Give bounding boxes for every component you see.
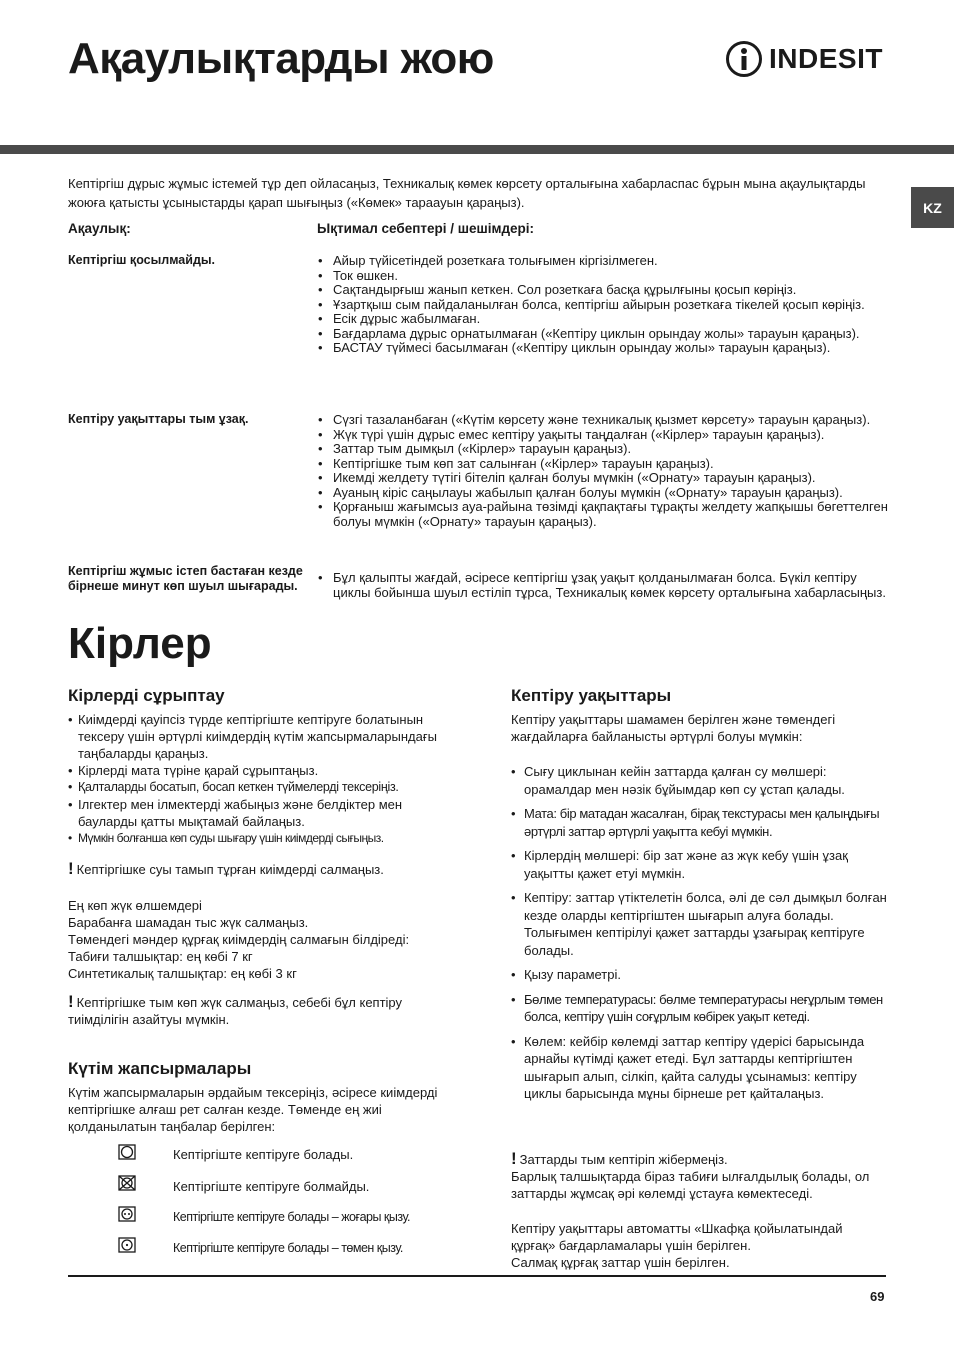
load-line: Барабанға шамадан тыс жүк салмаңыз. bbox=[68, 915, 309, 930]
warning-icon: ! bbox=[68, 992, 74, 1011]
drying-note-line: Салмақ құрғақ заттар үшін берілген. bbox=[511, 1255, 730, 1270]
load-info bbox=[68, 897, 448, 982]
care-symbol-label: Кептіргіште кептіруге болады. bbox=[173, 1147, 354, 1162]
cause-item: • Айыр түйісетіндей розеткаға толығымен кіргізілмеген. bbox=[317, 254, 892, 269]
sorting-item: • Ілгектер мен ілмектерді жабыңыз және белдіктер мен бауларды қатты мықтамай байлаңыз. bbox=[68, 796, 448, 830]
cause-item: • БАСТАУ түймесі басылмаған («Кептіру циклын орындау жолы» тарауын қараңыз). bbox=[317, 341, 892, 356]
tumble-dry-low-heat-icon bbox=[118, 1237, 136, 1253]
drying-warning bbox=[511, 1150, 896, 1202]
tumble-dry-allowed-icon bbox=[118, 1144, 136, 1160]
sorting-item: • Киімдерді қауіпсіз түрде кептіргіште кептіруге болатынын тексеру үшін әртүрлі киімдердің күтім жапсырмаларындағы таңбаларды қараңыз. bbox=[68, 711, 448, 762]
load-line: Синтетикалық талшықтар: ең көбі 3 кг bbox=[68, 966, 297, 981]
drying-factor: • Мата: бір матадан жасалған, бірақ текстурасы мен қалыңдығы әртүрлі заттар әртүрлі уақытта кебуі мүмкін. bbox=[511, 805, 896, 840]
section-title: Кірлер bbox=[68, 619, 212, 668]
problem-label: Кептіргіш қосылмайды. bbox=[68, 253, 216, 267]
care-symbol-label: Кептіргіште кептіруге болады – жоғары қызу. bbox=[173, 1210, 410, 1224]
indesit-logo-icon bbox=[725, 40, 763, 78]
care-symbol-label: Кептіргіште кептіруге болады – төмен қызу. bbox=[173, 1241, 403, 1255]
drying-factor-list bbox=[511, 763, 896, 1110]
drying-factor: • Кірлердің мөлшері: бір зат және аз жүк кебу үшін ұзақ уақытты қажет етуі мүмкін. bbox=[511, 847, 896, 882]
warning-label: Кептіргішке суы тамып тұрған киімдерді салмаңыз. bbox=[76, 862, 384, 877]
warning-label: Кептіргішке тым көп жүк салмаңыз, себебі бұл кептіру тиімділігін азайтуы мүмкін. bbox=[68, 995, 403, 1027]
load-line: Табиғи талшықтар: ең көбі 7 кг bbox=[68, 949, 253, 964]
cause-item: • Жүк түрі үшін дұрыс емес кептіру уақыты таңдалған («Кірлер» тарауын қараңыз). bbox=[317, 428, 892, 443]
warning-text bbox=[68, 860, 448, 878]
cause-item: • Бұл қалыпты жағдай, әсіресе кептіргіш ұзақ уақыт қолданылмаған болса. Бүкіл кептіру циклы бойынша шуыл естіліп тұрса, Техникалық көмек көрсету орталығына хабарласыңыз. bbox=[317, 571, 892, 600]
language-tab: KZ bbox=[911, 187, 954, 228]
cause-list bbox=[317, 413, 892, 529]
brand-name: INDESIT bbox=[769, 43, 883, 74]
drying-intro: Кептіру уақыттары шамамен берілген және төмендегі жағдайларға байланысты әртүрлі болуы мүмкін: bbox=[511, 712, 836, 744]
cause-list bbox=[317, 254, 892, 356]
warning-icon: ! bbox=[68, 859, 74, 878]
subsection-heading: Кірлерді сұрыптау bbox=[68, 686, 225, 705]
load-line: Төмендегі мәндер құрғақ киімдердің салмағын білдіреді: bbox=[68, 932, 410, 947]
care-symbol-row bbox=[118, 1144, 354, 1162]
drying-factor: • Сығу циклынан кейін заттарда қалған су мөлшері: орамалдар мен нәзік бұйымдар көп су ұстап қалады. bbox=[511, 763, 896, 798]
warning-text bbox=[68, 993, 448, 1028]
care-symbol-label: Кептіргіште кептіруге болмайды. bbox=[173, 1179, 370, 1194]
cause-list bbox=[317, 571, 892, 600]
brand-logo bbox=[725, 40, 883, 78]
column-header-problem: Ақаулық: bbox=[68, 221, 131, 236]
drying-note-line: құрғақ» бағдарламалары үшін берілген. bbox=[511, 1238, 751, 1253]
cause-item: • Сүзгі тазаланбаған («Күтім көрсету және техникалық қызмет көрсету» тарауын қараңыз). bbox=[317, 413, 892, 428]
care-symbol-row bbox=[118, 1206, 410, 1224]
sorting-item: • Мүмкін болғанша көп суды шығару үшін киімдерді сығыңыз. bbox=[68, 830, 448, 847]
cause-item: • Қорғаныш жағымсыз ауа-райына төзімді қақпақтағы тұрақты желдету жапқышы бөгеттелген болуы мүмкін («Орнату» тарауын қараңыз). bbox=[317, 500, 892, 529]
drying-factor: • Қызу параметрі. bbox=[511, 966, 896, 984]
care-symbol-row bbox=[118, 1237, 403, 1255]
sorting-list bbox=[68, 711, 448, 847]
cause-item: • Ұзартқыш сым пайдаланылған болса, кептіргіш айырын розеткаға тікелей қосып көріңіз. bbox=[317, 298, 892, 313]
sorting-item: • Қалталарды босатып, босап кеткен түймелерді тексеріңіз. bbox=[68, 779, 448, 796]
column-header-causes: Ықтимал себептері / шешімдері: bbox=[317, 221, 535, 236]
warning-label: Заттарды тым кептіріп жібермеңіз. bbox=[519, 1152, 728, 1167]
drying-factor: • Көлем: кейбір көлемді заттар кептіру үдерісі барысында арнайы күтімді қажет етеді. Бұл заттарды кептіргіштен шығарып алып, сілкіп, қайта салуды ұсынамыз: кептіру циклы барысында мұны бірнеше рет қайталаңыз. bbox=[511, 1033, 896, 1103]
problem-label: Кептіру уақыттары тым ұзақ. bbox=[68, 412, 249, 426]
warning-icon: ! bbox=[511, 1149, 517, 1168]
intro-text: Кептіргіш дұрыс жұмыс істемей тұр деп ойласаңыз, Техникалық көмек көрсету орталығына хабарласпас бұрын мына ақаулықтарды жоюға қатысты ұсыныстарды қарап шығыңыз («Көмек» тараауын қараңыз). bbox=[68, 176, 866, 210]
drying-note: Барлық талшықтарда біраз табиғи ылғалдылық болады, ол заттарды жұмсақ әрі көлемді ұстауға көмектеседі. bbox=[511, 1169, 870, 1201]
header-divider bbox=[0, 145, 954, 154]
subsection-heading: Кептіру уақыттары bbox=[511, 686, 672, 705]
drying-note-block bbox=[511, 1220, 896, 1271]
footer-divider bbox=[68, 1275, 886, 1277]
cause-item: • Есік дұрыс жабылмаған. bbox=[317, 312, 892, 327]
load-line: Ең көп жүк өлшемдері bbox=[68, 898, 202, 913]
sorting-item: • Кірлерді мата түріне қарай сұрыптаңыз. bbox=[68, 762, 448, 779]
drying-note-line: Кептіру уақыттары автоматты «Шкафқа қойылатындай bbox=[511, 1221, 843, 1236]
tumble-dry-high-heat-icon bbox=[118, 1206, 136, 1222]
cause-item: • Заттар тым дымқыл («Кірлер» тарауын қараңыз). bbox=[317, 442, 892, 457]
cause-item: • Ток өшкен. bbox=[317, 269, 892, 284]
drying-factor: • Кептіру: заттар үтіктелетін болса, әлі де сәл дымқыл болған кезде оларды кептіргіштен шығарып алуға болады. Толығымен кептірілуі қажет заттарды ұзағырақ кептіруге болады. bbox=[511, 889, 896, 959]
drying-factor: • Бөлме температурасы: бөлме температурасы неғұрлым төмен болса, кептіру үшін соғұрлым көбірек уақыт кетеді. bbox=[511, 991, 896, 1026]
cause-item: • Ауаның кіріс саңылауы жабылып қалған болуы мүмкін («Орнату» тарауын қараңыз). bbox=[317, 486, 892, 501]
tumble-dry-not-allowed-icon bbox=[118, 1175, 136, 1191]
cause-item: • Сақтандырғыш жанып кеткен. Сол розеткаға басқа құрылғыны қосып көріңіз. bbox=[317, 283, 892, 298]
cause-item: • Кептіргішке тым көп зат салынған («Кірлер» тарауын қараңыз). bbox=[317, 457, 892, 472]
page-title: Ақаулықтарды жою bbox=[68, 34, 494, 83]
care-symbol-row bbox=[118, 1175, 370, 1194]
care-intro: Күтім жапсырмаларын әрдайым тексеріңіз, әсіресе киімдерді кептіргішке алғаш рет салған кезде. Төменде ең жиі қолданылатын таңбалар берілген: bbox=[68, 1085, 438, 1134]
problem-label: Кептіргіш жұмыс істеп бастаған кезде бірнеше минут көп шуыл шығарады. bbox=[68, 564, 303, 593]
cause-item: • Икемді желдету түтігі бітеліп қалған болуы мүмкін («Орнату» тарауын қараңыз). bbox=[317, 471, 892, 486]
page-number: 69 bbox=[870, 1289, 885, 1304]
subsection-heading: Күтім жапсырмалары bbox=[68, 1059, 252, 1078]
cause-item: • Бағдарлама дұрыс орнатылмаған («Кептіру циклын орындау жолы» тарауын қараңыз). bbox=[317, 327, 892, 342]
